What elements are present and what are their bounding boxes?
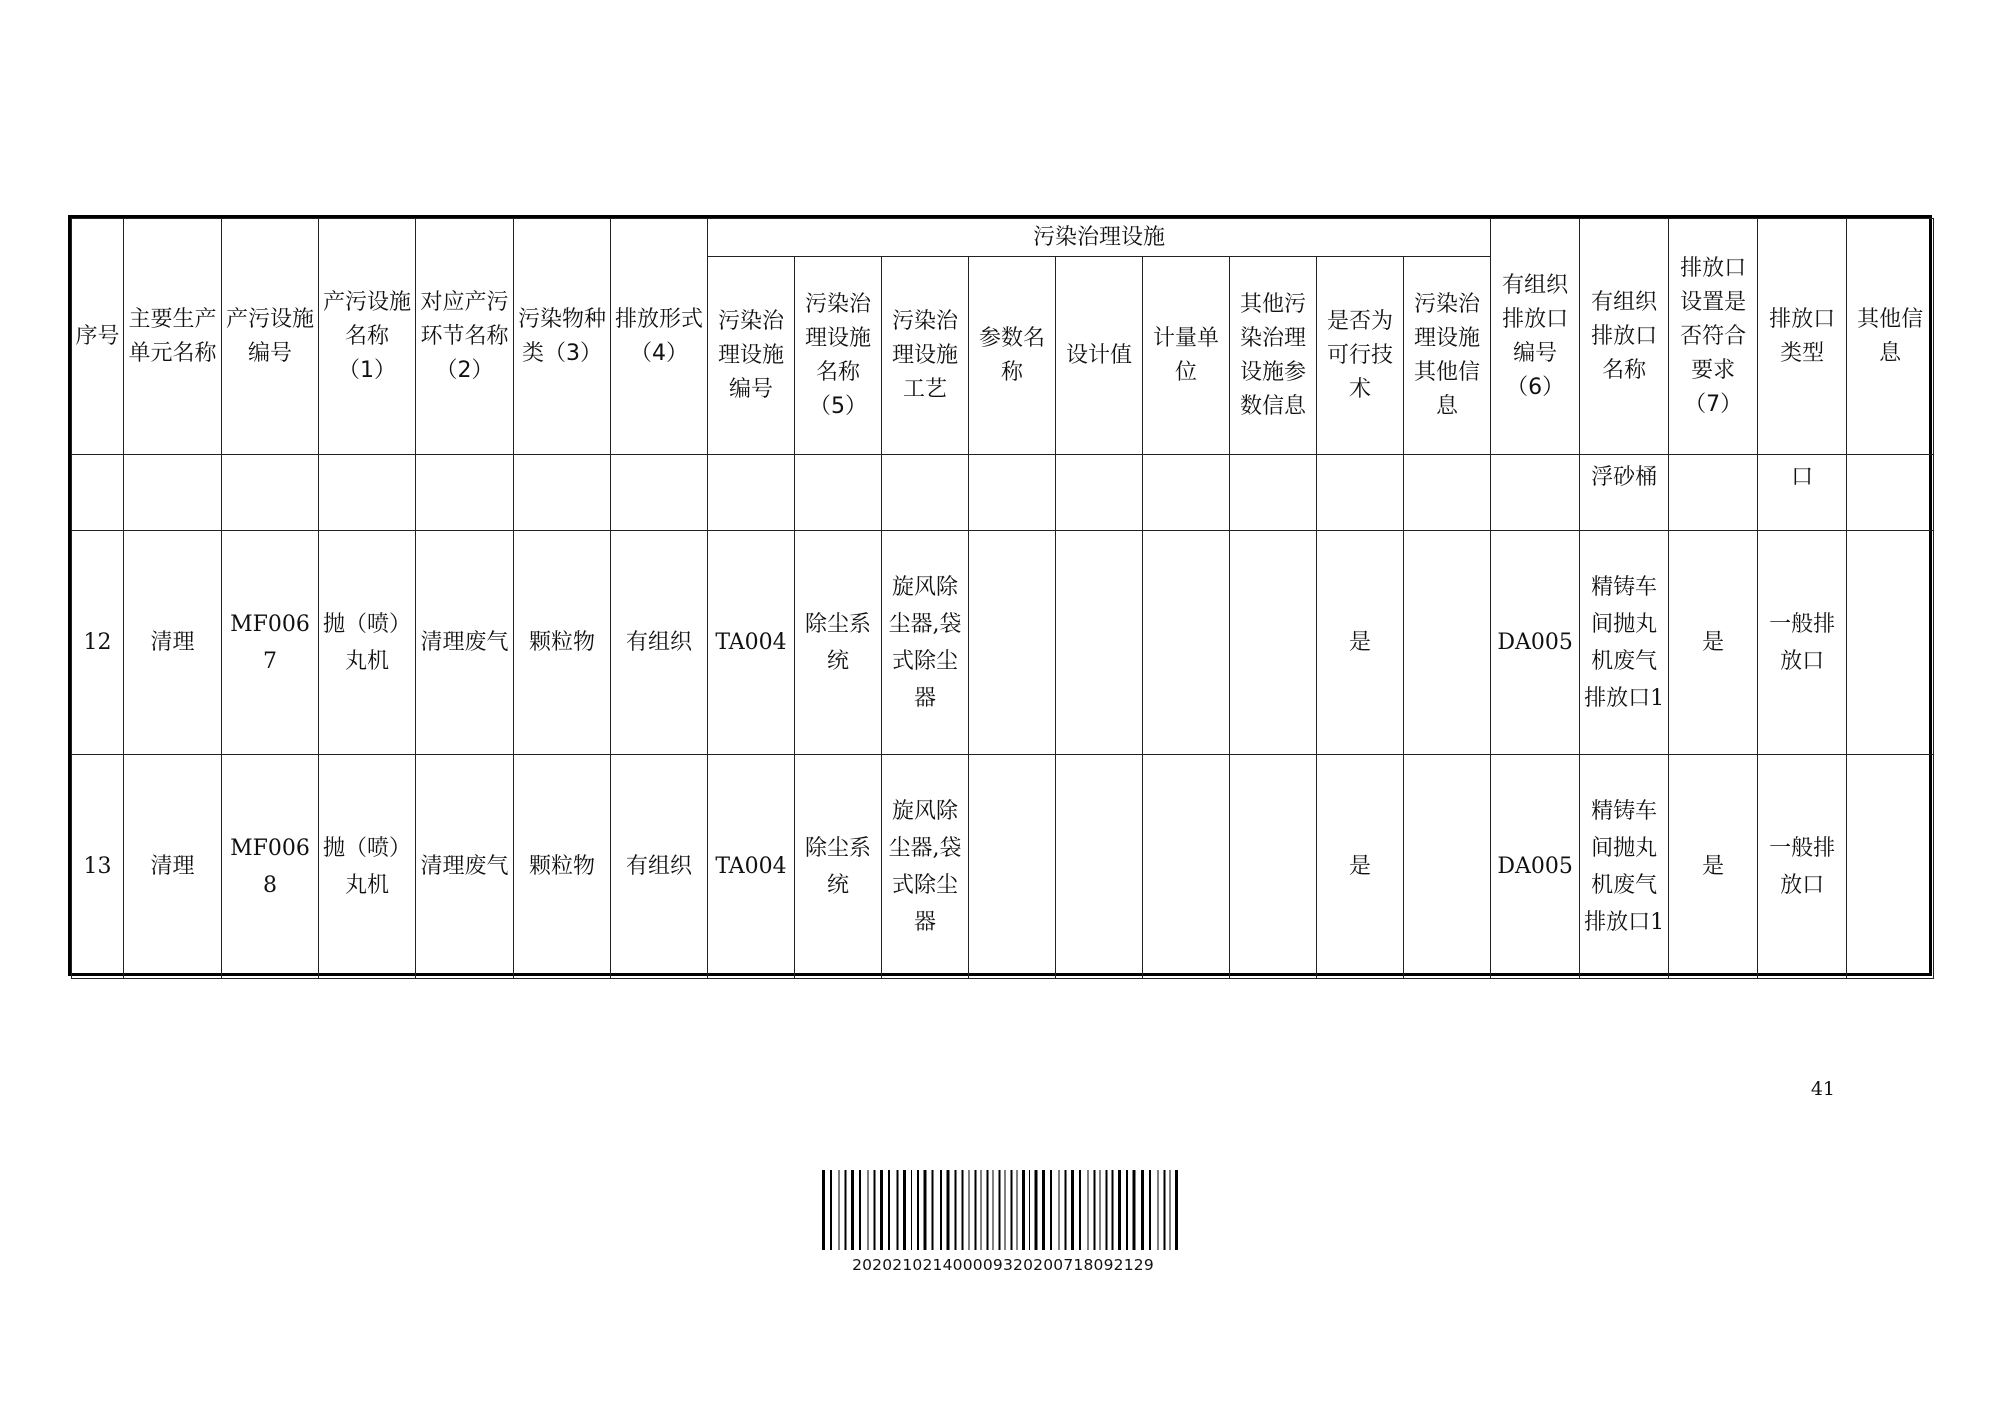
barcode-bar — [981, 1170, 982, 1250]
barcode-bar — [851, 1170, 854, 1250]
barcode-bar — [911, 1170, 912, 1250]
column-header: 计量单位 — [1143, 257, 1230, 455]
pollution-facility-table — [71, 218, 1934, 979]
table-cell: TA004 — [708, 531, 795, 755]
table-cell — [124, 455, 222, 531]
table-cell: 抛（喷）丸机 — [319, 531, 416, 755]
table-cell: 除尘系统 — [795, 531, 882, 755]
barcode-bar — [1118, 1170, 1121, 1250]
table-cell — [1847, 455, 1934, 531]
column-header: 有组织排放口编号（6） — [1491, 219, 1580, 455]
barcode-bar — [839, 1170, 840, 1250]
column-header: 对应产污环节名称（2） — [416, 219, 514, 455]
column-header: 污染治理设施名称（5） — [795, 257, 882, 455]
table-cell — [1404, 755, 1491, 979]
table-cell: DA005 — [1491, 531, 1580, 755]
barcode-bar — [830, 1170, 832, 1250]
table-cell: 颗粒物 — [514, 531, 611, 755]
table-cell: 精铸车间抛丸机废气排放口1 — [1580, 531, 1669, 755]
table-cell: 清理废气 — [416, 531, 514, 755]
table-row — [72, 455, 1934, 531]
barcode-bar — [859, 1170, 861, 1250]
emission-table-frame — [68, 215, 1932, 976]
table-cell — [611, 455, 708, 531]
barcode-bar — [962, 1170, 964, 1250]
barcode-bar — [1005, 1170, 1006, 1250]
barcode-number: 202021021400009320200718092129 — [852, 1256, 1154, 1274]
column-header: 排放形式（4） — [611, 219, 708, 455]
table-cell — [1143, 755, 1230, 979]
table-cell: DA005 — [1491, 755, 1580, 979]
barcode-bar — [1017, 1170, 1018, 1250]
table-cell — [319, 455, 416, 531]
column-header: 序号 — [72, 219, 124, 455]
table-cell: 12 — [72, 531, 124, 755]
table-cell — [795, 455, 882, 531]
barcode-bar — [1106, 1170, 1108, 1250]
table-cell — [1404, 455, 1491, 531]
barcode-bar — [1029, 1170, 1030, 1250]
barcode-bar — [917, 1170, 919, 1250]
table-cell: 浮砂桶 — [1580, 455, 1669, 531]
table-cell — [222, 455, 319, 531]
table-cell — [1230, 755, 1317, 979]
table-cell — [1491, 455, 1580, 531]
column-header: 产污设施编号 — [222, 219, 319, 455]
table-row — [72, 531, 1934, 755]
barcode-bar — [903, 1170, 906, 1250]
table-row — [72, 755, 1934, 979]
table-cell: 旋风除尘器,袋式除尘器 — [882, 531, 969, 755]
table-cell — [882, 455, 969, 531]
table-cell — [1056, 531, 1143, 755]
barcode-bar — [1050, 1170, 1052, 1250]
table-cell: MF0067 — [222, 531, 319, 755]
barcode-bar — [1170, 1170, 1171, 1250]
barcode — [818, 1170, 1188, 1250]
barcode-bar — [993, 1170, 994, 1250]
table-cell: 精铸车间抛丸机废气排放口1 — [1580, 755, 1669, 979]
barcode-bar — [1133, 1170, 1136, 1250]
group-header-pollution-treatment: 污染治理设施 — [708, 219, 1491, 257]
barcode-bar — [845, 1170, 847, 1250]
barcode-bar — [1088, 1170, 1089, 1250]
table-cell: 旋风除尘器,袋式除尘器 — [882, 755, 969, 979]
table-cell: TA004 — [708, 755, 795, 979]
column-header: 主要生产单元名称 — [124, 219, 222, 455]
column-header: 污染治理设施其他信息 — [1404, 257, 1491, 455]
table-cell: 是 — [1317, 531, 1404, 755]
table-cell — [72, 455, 124, 531]
barcode-bar — [888, 1170, 890, 1250]
table-cell — [1230, 531, 1317, 755]
table-cell: MF0068 — [222, 755, 319, 979]
table-cell: 是 — [1669, 531, 1758, 755]
barcode-bar — [1126, 1170, 1128, 1250]
table-cell — [1669, 455, 1758, 531]
barcode-bar — [1059, 1170, 1060, 1250]
barcode-bar — [868, 1170, 869, 1250]
column-header: 参数名称 — [969, 257, 1056, 455]
table-cell: 是 — [1317, 755, 1404, 979]
table-cell: 13 — [72, 755, 124, 979]
table-cell — [416, 455, 514, 531]
table-cell: 有组织 — [611, 755, 708, 979]
table-cell — [1143, 455, 1230, 531]
barcode-bar — [1141, 1170, 1144, 1250]
barcode-bar — [1079, 1170, 1081, 1250]
table-cell — [708, 455, 795, 531]
barcode-bar — [897, 1170, 899, 1250]
barcode-bar — [955, 1170, 957, 1250]
barcode-bar — [987, 1170, 989, 1250]
table-cell — [969, 455, 1056, 531]
barcode-bar — [1100, 1170, 1101, 1250]
table-cell: 一般排放口 — [1758, 531, 1847, 755]
table-cell — [1404, 531, 1491, 755]
barcode-bar — [924, 1170, 927, 1250]
table-cell: 除尘系统 — [795, 755, 882, 979]
column-header: 污染治理设施编号 — [708, 257, 795, 455]
barcode-bar — [1164, 1170, 1166, 1250]
table-cell — [1143, 531, 1230, 755]
barcode-bar — [1175, 1170, 1178, 1250]
column-header: 其他信息 — [1847, 219, 1934, 455]
column-header: 排放口设置是否符合要求（7） — [1669, 219, 1758, 455]
barcode-bar — [1035, 1170, 1038, 1250]
table-cell: 口 — [1758, 455, 1847, 531]
table-cell — [1847, 531, 1934, 755]
barcode-bar — [932, 1170, 934, 1250]
table-cell: 清理废气 — [416, 755, 514, 979]
table-cell — [969, 755, 1056, 979]
table-cell: 一般排放口 — [1758, 755, 1847, 979]
header-row-1 — [72, 219, 1934, 257]
barcode-bar — [1042, 1170, 1045, 1250]
barcode-bar — [1065, 1170, 1067, 1250]
barcode-bar — [1158, 1170, 1159, 1250]
column-header: 其他污染治理设施参数信息 — [1230, 257, 1317, 455]
barcode-bar — [822, 1170, 825, 1250]
page-number: 41 — [1810, 1078, 1835, 1100]
barcode-bar — [874, 1170, 876, 1250]
barcode-bar — [999, 1170, 1001, 1250]
barcode-bar — [940, 1170, 942, 1250]
column-header: 有组织排放口名称 — [1580, 219, 1669, 455]
table-cell — [1056, 455, 1143, 531]
column-header: 设计值 — [1056, 257, 1143, 455]
table-cell — [969, 531, 1056, 755]
table-cell — [1056, 755, 1143, 979]
barcode-bar — [1149, 1170, 1151, 1250]
barcode-bar — [975, 1170, 977, 1250]
barcode-bar — [1022, 1170, 1025, 1250]
table-cell: 清理 — [124, 531, 222, 755]
table-cell: 颗粒物 — [514, 755, 611, 979]
barcode-bar — [880, 1170, 883, 1250]
table-cell: 是 — [1669, 755, 1758, 979]
barcode-bar — [947, 1170, 950, 1250]
table-cell — [1230, 455, 1317, 531]
table-cell — [1317, 455, 1404, 531]
column-header: 是否为可行技术 — [1317, 257, 1404, 455]
column-header: 排放口类型 — [1758, 219, 1847, 455]
barcode-bar — [1094, 1170, 1096, 1250]
table-cell: 抛（喷）丸机 — [319, 755, 416, 979]
barcode-bar — [1011, 1170, 1013, 1250]
column-header: 污染治理设施工艺 — [882, 257, 969, 455]
column-header: 污染物种类（3） — [514, 219, 611, 455]
barcode-bar — [1112, 1170, 1114, 1250]
column-header: 产污设施名称（1） — [319, 219, 416, 455]
barcode-bar — [969, 1170, 970, 1250]
table-cell: 清理 — [124, 755, 222, 979]
table-cell — [514, 455, 611, 531]
table-cell — [1847, 755, 1934, 979]
barcode-bar — [1071, 1170, 1074, 1250]
table-cell: 有组织 — [611, 531, 708, 755]
